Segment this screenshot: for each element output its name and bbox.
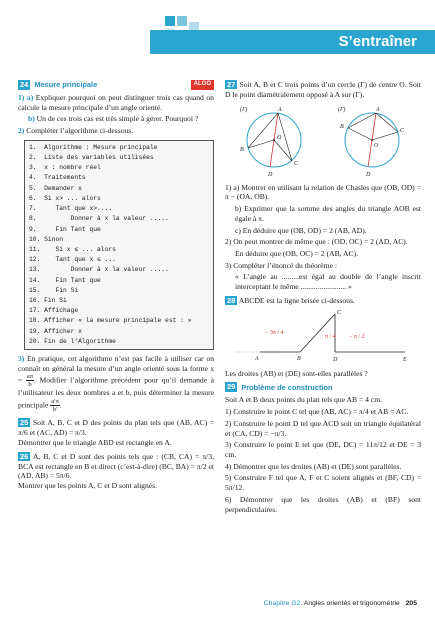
question-number: 3) bbox=[18, 353, 25, 363]
question-1: 1) Construire le point C tel que (AB, AC) = π/4 et AB = AC. bbox=[225, 407, 409, 417]
algo-badge: ALGO bbox=[191, 80, 214, 90]
figure-label: O bbox=[374, 142, 379, 149]
algorithm-line: 10. Sinon bbox=[29, 235, 64, 243]
exercise-number: 28 bbox=[227, 295, 236, 305]
question-3: 3) En pratique, cet algorithme n’est pas facile à utiliser car on connaît en général la mesure d’un angle orienté sous la forme x = $\frac{a\pi}{b}$ . Modifier l’algorithme précédent pour qu’il demande à l’utilisateur les deux nombres a et b, puis déterminer la mesure principale $\frac{a'\pi}{b'}$ . bbox=[18, 353, 214, 414]
exercise-text: A, B, C et D sont des points tels que : (CB, CA) = π/3, BCA est rectangle en B et direct (c’est-à-dire) (BC, BA) = π/2 et (AD, AB) = 5π/6. bbox=[18, 451, 214, 481]
algorithm-line: 19. Afficher x bbox=[29, 327, 82, 335]
fraction-denominator: b′ bbox=[52, 406, 58, 414]
question-5: 5) Construire F tel que A, F et C soient alignés et (BF, CD) = 5π/12. bbox=[225, 473, 421, 493]
question-2b: En déduire que (OB, OC) = 2 (AB, AC). bbox=[235, 249, 359, 259]
circle-figures bbox=[225, 102, 421, 180]
circle-figure-left bbox=[234, 102, 314, 180]
question-1b: b) Exprimer que la somme des angles du triangle AOB est égale à π. bbox=[235, 204, 421, 223]
angle-label: π / 4 bbox=[325, 333, 336, 340]
question-4: 4) Démontrer que les droites (AB) et (DE) sont parallèles. bbox=[225, 461, 402, 471]
figure-label: D bbox=[268, 171, 273, 178]
exercise-29-intro: Soit A et B deux points du plan tels que AB = 4 cm. bbox=[225, 395, 382, 405]
question-3: 3) Construire le point E tel que (DE, DC) = 11π/12 et DE = 3 cm. bbox=[225, 440, 421, 459]
exercise-25 bbox=[18, 418, 214, 447]
algorithm-line: 1. Algorithme : Mesure principale bbox=[29, 143, 158, 151]
exercise-26 bbox=[18, 452, 214, 491]
exercise-number: 29 bbox=[227, 382, 236, 392]
exercise-text: Montrer que les points A, C et D sont alignés. bbox=[18, 480, 157, 490]
algorithm-line: 6. Si x> ... alors bbox=[29, 194, 101, 202]
figure-point-c: C bbox=[337, 309, 342, 316]
algorithm-line: 3. x : nombre réel bbox=[29, 164, 101, 172]
question-6: 6) Démontrer que les droites (AB) et (BF) sont perpendiculaires. bbox=[225, 494, 421, 514]
exercise-27-intro bbox=[225, 80, 421, 100]
figure-point-b: B bbox=[297, 355, 301, 362]
exercise-number: 26 bbox=[20, 451, 29, 461]
angle-label: − 3π / 4 bbox=[265, 329, 284, 336]
algorithm-line: 17. Affichage bbox=[29, 307, 79, 315]
exercise-text: Soit A, B, C et D des points du plan tels que (AB, AC) = π/6 et (AC, AD) = π/3. bbox=[18, 418, 214, 438]
question-1a bbox=[18, 93, 214, 112]
question-text: Modifier l’algorithme précédent pour qu’il demande à l’utilisateur les deux nombres a et b, puis déterminer la mesure principale bbox=[18, 375, 214, 410]
exercise-title: Mesure principale bbox=[34, 80, 98, 90]
figure-label: B bbox=[340, 123, 344, 130]
question-text: Compléter l’algorithme ci-dessous. bbox=[26, 126, 134, 136]
question-letter: a) bbox=[26, 93, 34, 102]
decor-square bbox=[177, 16, 187, 26]
question-3-text: « L’angle au .........est égal au double de l’angle inscrit interceptant le même ........................ » bbox=[235, 272, 421, 292]
question-1c: c) En déduire que (OB, OD) = 2 (AB, AD). bbox=[235, 225, 367, 235]
right-column bbox=[225, 80, 421, 516]
question-number: 1) bbox=[18, 93, 25, 102]
exercise-24-header bbox=[18, 80, 214, 90]
exercise-number: 27 bbox=[227, 80, 236, 89]
page-footer bbox=[264, 600, 417, 609]
circle-figure-right bbox=[332, 102, 412, 180]
algorithm-line: 12. Tant que x ≤ ... bbox=[29, 256, 116, 264]
figure-label: C bbox=[400, 127, 405, 134]
algorithm-box bbox=[24, 140, 214, 350]
question-3: 3) Compléter l’énoncé du théorème : bbox=[225, 260, 337, 270]
question-2 bbox=[18, 126, 214, 136]
question-2: 2) On peut montrer de même que : (OD, OC) = 2 (AD, AC). bbox=[225, 237, 408, 247]
exercise-number: 24 bbox=[20, 80, 29, 89]
question-text: En pratique, cet algorithme n’est pas facile à utiliser car on connaît en général la mesure d’un angle orienté sous la forme x = bbox=[18, 353, 214, 385]
exercise-number: 25 bbox=[20, 418, 29, 428]
question-text: Un de ces trois cas est très simple à gérer. Pourquoi ? bbox=[36, 114, 199, 124]
algorithm-line: 18. Afficher « la mesure principale est : » bbox=[29, 317, 192, 325]
exercise-title: Problème de construction bbox=[241, 382, 333, 392]
broken-line-figure bbox=[225, 308, 421, 366]
fraction-numerator: aπ bbox=[26, 373, 34, 381]
exercise-28 bbox=[225, 296, 421, 306]
page-number: 205 bbox=[405, 600, 417, 608]
algorithm-line: 9. Fin Tant que bbox=[29, 225, 101, 233]
footer-title: Angles orientés et trigonométrie bbox=[303, 600, 400, 608]
figure-point-d: D bbox=[333, 356, 338, 363]
exercise-28-question: Les droites (AB) et (DE) sont-elles parallèles ? bbox=[225, 368, 368, 378]
algorithm-line: 15. Fin Si bbox=[29, 286, 79, 294]
algorithm-line: 5. Demander x bbox=[29, 184, 82, 192]
algorithm-line: 4. Traitements bbox=[29, 174, 86, 182]
exercise-text: Démontrer que le triangle ABD est rectangle en A. bbox=[18, 437, 172, 447]
question-text: Expliquer pourquoi on peut distinguer trois cas quand on calcule la mesure principale d’un angle orienté. bbox=[18, 93, 214, 112]
fraction-denominator: b bbox=[28, 381, 32, 389]
figure-label: A bbox=[376, 106, 380, 113]
figure-label: D bbox=[366, 171, 371, 178]
algorithm-line: 7. Tant que x>.... bbox=[29, 205, 113, 213]
algorithm-line: 2. Liste des variables utilisées bbox=[29, 154, 154, 162]
algorithm-line: 11. Si x ≤ ... alors bbox=[29, 245, 116, 253]
figure-point-e: E bbox=[403, 356, 407, 363]
figure-label: B bbox=[240, 146, 244, 153]
fraction bbox=[50, 398, 60, 413]
decor-square bbox=[165, 16, 175, 26]
angle-label: − π / 2 bbox=[349, 333, 365, 340]
algorithm-line: 20. Fin de l’Algorithme bbox=[29, 337, 116, 345]
question-letter: b) bbox=[28, 114, 35, 124]
algorithm-line: 16. Fin Si bbox=[29, 296, 67, 304]
figure-label: A bbox=[278, 106, 282, 113]
footer-chapter: Chapitre G2. bbox=[263, 600, 303, 608]
question-1b bbox=[18, 114, 214, 124]
question-1a: 1) a) Montrer en utilisant la relation de Chasles que (OB, OD) = π − (OA, OB). bbox=[225, 182, 421, 202]
algorithm-line: 13. Donner à x la valeur ..... bbox=[29, 266, 169, 274]
exercise-29-header bbox=[225, 382, 421, 392]
algorithm-line: 8. Donner à x la valeur ..... bbox=[29, 215, 169, 223]
question-2: 2) Construire le point D tel que ACD soit un triangle équilatéral et (CA, CD) = −π/3. bbox=[225, 418, 421, 438]
exercise-text: Soit A, B et C trois points d’un cercle (Γ) de centre O. Soit D le point diamétralement opposé à A sur (Γ). bbox=[225, 80, 421, 99]
question-number: 2) bbox=[18, 126, 25, 136]
fraction bbox=[26, 373, 34, 388]
figure-label: (Γ) bbox=[240, 106, 248, 113]
figure-label: O bbox=[277, 134, 282, 141]
fraction-numerator: a′π bbox=[51, 398, 59, 406]
algorithm-line: 14. Fin Tant que bbox=[29, 276, 101, 284]
figure-label: (Γ) bbox=[338, 106, 346, 113]
figure-label: C bbox=[294, 160, 299, 167]
exercise-text: ABCDE est la ligne brisée ci-dessous. bbox=[238, 295, 355, 305]
figure-point-a: A bbox=[255, 355, 259, 362]
page-title: S’entraîner bbox=[338, 33, 417, 50]
left-column bbox=[18, 80, 214, 493]
